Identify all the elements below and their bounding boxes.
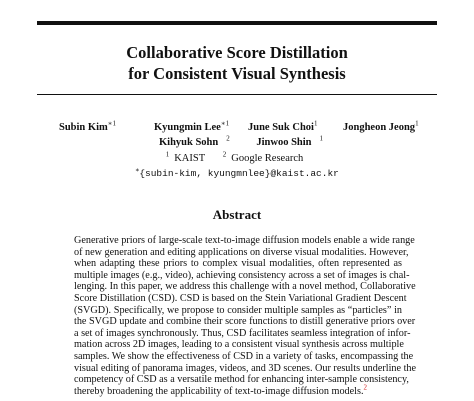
abstract-line: lenging. In this paper, we address this challenge with a novel method, Collaborative <box>74 281 416 293</box>
abstract-heading: Abstract <box>212 207 262 222</box>
abstract-line: Generative priors of large-scale text-to-image diffusion models enable a wide range <box>74 235 415 246</box>
author-jinwoo-shin: Jinwoo Shin $^1$ <box>256 134 324 148</box>
paper-title-line-1: Collaborative Score Distillation <box>126 43 348 62</box>
abstract-body <box>74 235 417 397</box>
top-rule <box>37 21 437 25</box>
authors-row-2 <box>37 134 437 148</box>
abstract-line: mation across 2D images, leading to a consistent visual synthesis across multiple <box>74 339 404 351</box>
author-june-suk-choi: June Suk Choi$^1$ <box>248 119 318 133</box>
paper-title-line-2: for Consistent Visual Synthesis <box>128 64 346 83</box>
abstract-line: samples. We show the effectiveness of CSD in a variety of tasks, encompassing the <box>74 350 414 362</box>
title-rule <box>37 94 437 95</box>
abstract-line: a set of images synchronously. Thus, CSD facilitates seamless integration of infor- <box>74 327 411 339</box>
abstract-line: (SVGD). Specifically, we propose to consider multiple samples as “particles” in <box>74 304 402 316</box>
abstract-line: when adapting these priors to complex visual modalities, often represented as <box>74 258 402 270</box>
abstract-line: competency of CSD as a versatile method for enhancing inter-sample consistency, <box>74 374 409 386</box>
affiliation-kaist: $^1$ KAIST <box>165 150 206 164</box>
affiliation-google-research: $^2$ Google Research <box>222 150 304 164</box>
contact-email[interactable]: ∗{subin-kim, kyungmnlee}@kaist.ac.kr <box>135 166 339 179</box>
author-kihyuk-sohn: Kihyuk Sohn $^2$ <box>158 134 230 148</box>
footnote-marker[interactable]: 2 <box>363 383 368 392</box>
abstract-line: visual editing of panorama images, videos, and 3D scenes. Our results underline the <box>74 362 417 374</box>
abstract-line: multiple images (e.g., video), achieving consistency across a set of images is chal- <box>74 269 410 281</box>
abstract-line-last: thereby broadening the applicability of text-to-image diffusion models.$^2$ <box>74 383 368 397</box>
author-subin-kim: Subin Kim$^{∗1}$ <box>59 119 116 133</box>
author-kyungmin-lee: Kyungmin Lee$^{∗1}$ <box>154 119 230 133</box>
abstract-line: Score Distillation (CSD). CSD is based on the Stein Variational Gradient Descent <box>74 292 407 304</box>
abstract-line: of new generation and editing applications on diverse visual modalities. However, <box>74 246 409 258</box>
abstract-line: the SVGD update and combine their score functions to distill generative priors over <box>74 316 416 328</box>
affiliations <box>37 150 437 164</box>
author-jongheon-jeong: Jongheon Jeong$^1$ <box>343 119 419 133</box>
